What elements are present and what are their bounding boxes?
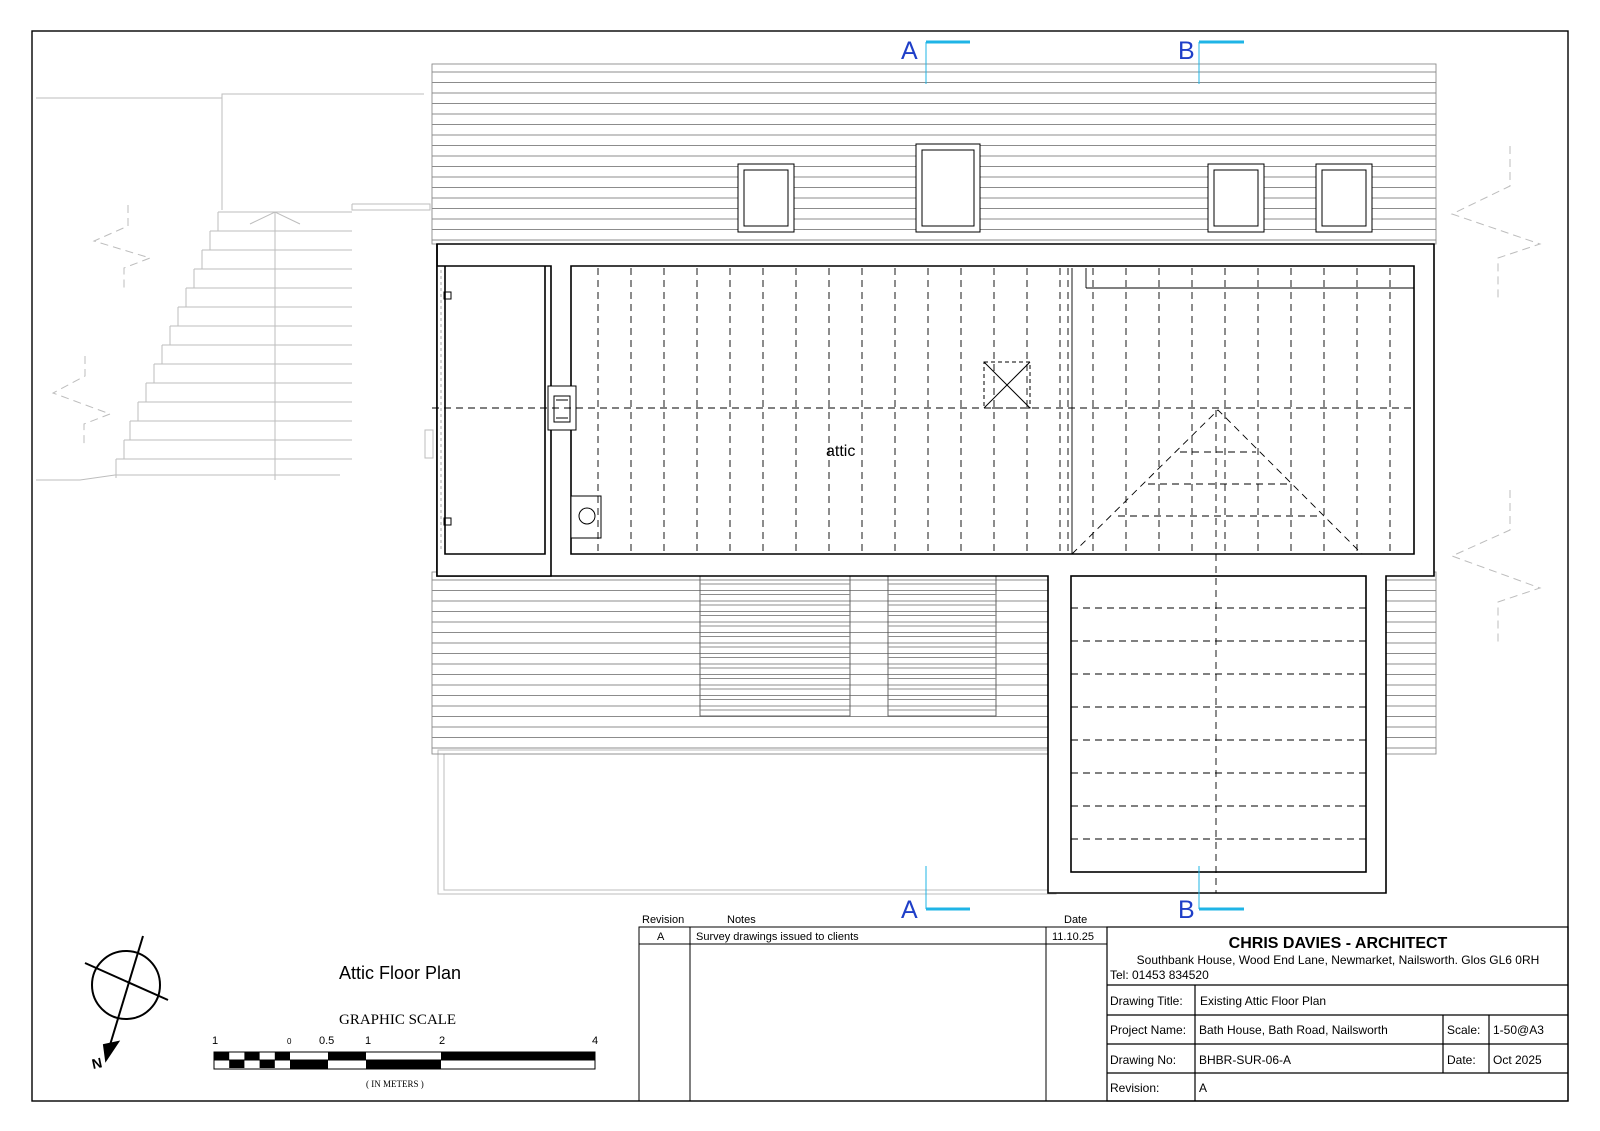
svg-text:B: B bbox=[1178, 37, 1195, 65]
svg-text:B: B bbox=[1178, 896, 1195, 924]
north-label: N bbox=[90, 1054, 104, 1073]
svg-text:1: 1 bbox=[212, 1035, 219, 1047]
drawing-no-label: Drawing No: bbox=[1110, 1053, 1177, 1067]
drawing-title-label: Drawing Title: bbox=[1110, 994, 1183, 1008]
project-name-label: Project Name: bbox=[1110, 1023, 1187, 1037]
svg-text:0.5: 0.5 bbox=[319, 1035, 335, 1047]
scale-tick-labels bbox=[212, 1035, 598, 1047]
revision-row-notes: Survey drawings issued to clients bbox=[696, 931, 859, 943]
revision-value: A bbox=[1199, 1081, 1208, 1095]
firm-name: CHRIS DAVIES - ARCHITECT bbox=[1228, 935, 1448, 952]
svg-text:A: A bbox=[901, 896, 918, 924]
revision-row-date: 11.10.25 bbox=[1052, 931, 1095, 943]
revision-table bbox=[639, 927, 1107, 1101]
revision-label: Revision: bbox=[1110, 1081, 1160, 1095]
date-label: Date: bbox=[1447, 1053, 1476, 1067]
project-name: Bath House, Bath Road, Nailsworth bbox=[1199, 1023, 1388, 1037]
notes-header: Notes bbox=[727, 914, 756, 926]
drawing-no: BHBR-SUR-06-A bbox=[1199, 1053, 1292, 1067]
date-header: Date bbox=[1064, 914, 1088, 926]
revision-header: Revision bbox=[642, 914, 685, 926]
firm-address: Southbank House, Wood End Lane, Newmarket, Nailsworth. Glos GL6 0RH bbox=[1136, 953, 1540, 967]
svg-text:A: A bbox=[901, 37, 918, 65]
date-value: Oct 2025 bbox=[1493, 1053, 1542, 1067]
room-label: attic bbox=[826, 443, 856, 460]
svg-text:4: 4 bbox=[592, 1035, 599, 1047]
svg-text:2: 2 bbox=[439, 1035, 446, 1047]
attic-walls bbox=[437, 244, 1434, 893]
svg-text:1: 1 bbox=[365, 1035, 372, 1047]
scale-title: GRAPHIC SCALE bbox=[339, 1012, 457, 1028]
firm-tel: Tel: 01453 834520 bbox=[1110, 968, 1209, 982]
section-mark-a-bottom bbox=[901, 866, 970, 924]
svg-text:0: 0 bbox=[287, 1037, 292, 1046]
loft-hatch bbox=[984, 362, 1030, 408]
revision-row-rev: A bbox=[657, 931, 665, 943]
graphic-scale-bar bbox=[214, 1052, 595, 1069]
north-arrow-icon bbox=[85, 936, 168, 1072]
section-mark-b-top bbox=[1178, 37, 1244, 84]
plan-title: Attic Floor Plan bbox=[339, 963, 462, 983]
scale-value: 1-50@A3 bbox=[1493, 1023, 1544, 1037]
section-mark-a-top bbox=[901, 37, 970, 84]
drawing-title: Existing Attic Floor Plan bbox=[1200, 994, 1327, 1008]
scale-units: ( IN METERS ) bbox=[366, 1079, 424, 1089]
scale-label: Scale: bbox=[1447, 1023, 1481, 1037]
